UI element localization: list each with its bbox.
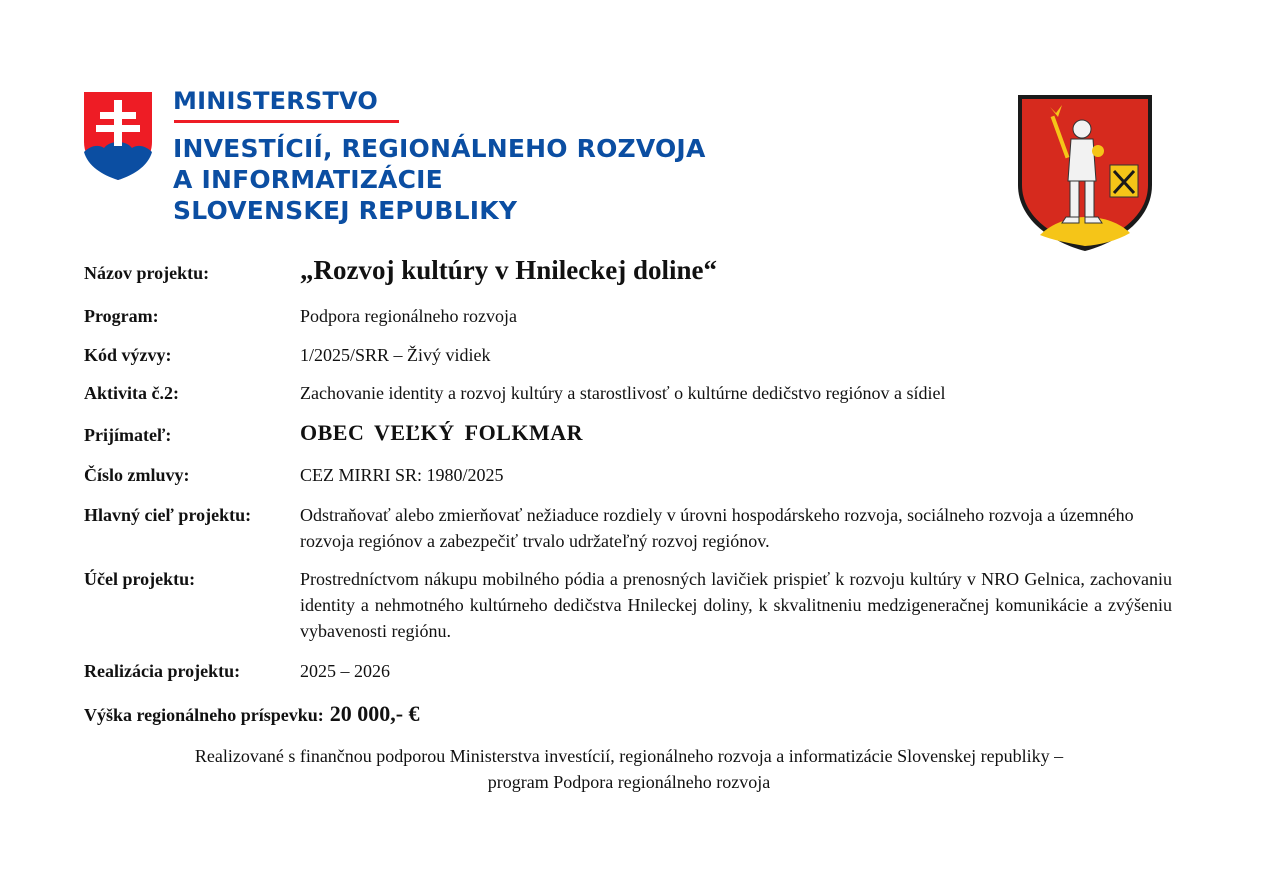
footer-line-1: Realizované s finančnou podporou Ministerstva investícií, regionálneho rozvoja a informatizácie Slovenskej republiky – (194, 746, 1064, 766)
main-goal-label: Hlavný cieľ projektu: (84, 505, 252, 525)
funding-label: Výška regionálneho príspevku: (84, 705, 324, 725)
realization-value: 2025 – 2026 (300, 661, 390, 681)
municipality-coat-of-arms-icon (1016, 93, 1154, 253)
activity-label: Aktivita č.2: (84, 383, 179, 403)
contract-number-value: CEZ MIRRI SR: 1980/2025 (300, 465, 504, 485)
recipient-label: Prijímateľ: (84, 425, 172, 445)
ministry-name-line-1: MINISTERSTVO (173, 87, 378, 115)
project-name-label: Názov projektu: (84, 263, 210, 283)
ministry-name-line-4: SLOVENSKEJ REPUBLIKY (173, 196, 518, 225)
recipient-value: OBEC VEĽKÝ FOLKMAR (300, 420, 584, 445)
funding-line (84, 701, 420, 728)
activity-value: Zachovanie identity a rozvoj kultúry a starostlivosť o kultúrne dedičstvo regiónov a sídiel (300, 383, 946, 403)
ministry-name-line-2: INVESTÍCIÍ, REGIONÁLNEHO ROZVOJA (173, 134, 706, 163)
footer-note (84, 743, 1174, 795)
main-goal-value: Odstraňovať alebo zmierňovať nežiaduce rozdiely v úrovni hospodárskeho rozvoja, sociálneho rozvoja a územného rozvoja regiónov a zabezpečiť trvalo udržateľný rozvoj regiónov. (300, 505, 1134, 551)
funding-amount: 20 000,- € (329, 701, 420, 726)
footer-line-2: program Podpora regionálneho rozvoja (487, 772, 771, 792)
program-value: Podpora regionálneho rozvoja (300, 306, 517, 326)
purpose-label: Účel projektu: (84, 569, 196, 589)
slovak-coat-of-arms-icon (82, 90, 154, 182)
project-name: „Rozvoj kultúry v Hnileckej doline“ (300, 255, 717, 285)
ministry-name-line-3: A INFORMATIZÁCIE (173, 165, 443, 194)
contract-number-label: Číslo zmluvy: (84, 465, 190, 485)
program-label: Program: (84, 306, 159, 326)
call-code-value: 1/2025/SRR – Živý vidiek (300, 345, 491, 365)
purpose-value: Prostredníctvom nákupu mobilného pódia a prenosných lavičiek prispieť k rozvoju kultúry v NRO Gelnica, zachovaniu identity a nehmotného kultúrneho dedičstva Hnileckej doliny, k skvalitneniu medzigeneračnej komunikácie a zvýšeniu vybavenosti regiónu. (300, 569, 1172, 641)
call-code-label: Kód výzvy: (84, 345, 172, 365)
ministry-divider (174, 120, 399, 123)
realization-label: Realizácia projektu: (84, 661, 241, 681)
